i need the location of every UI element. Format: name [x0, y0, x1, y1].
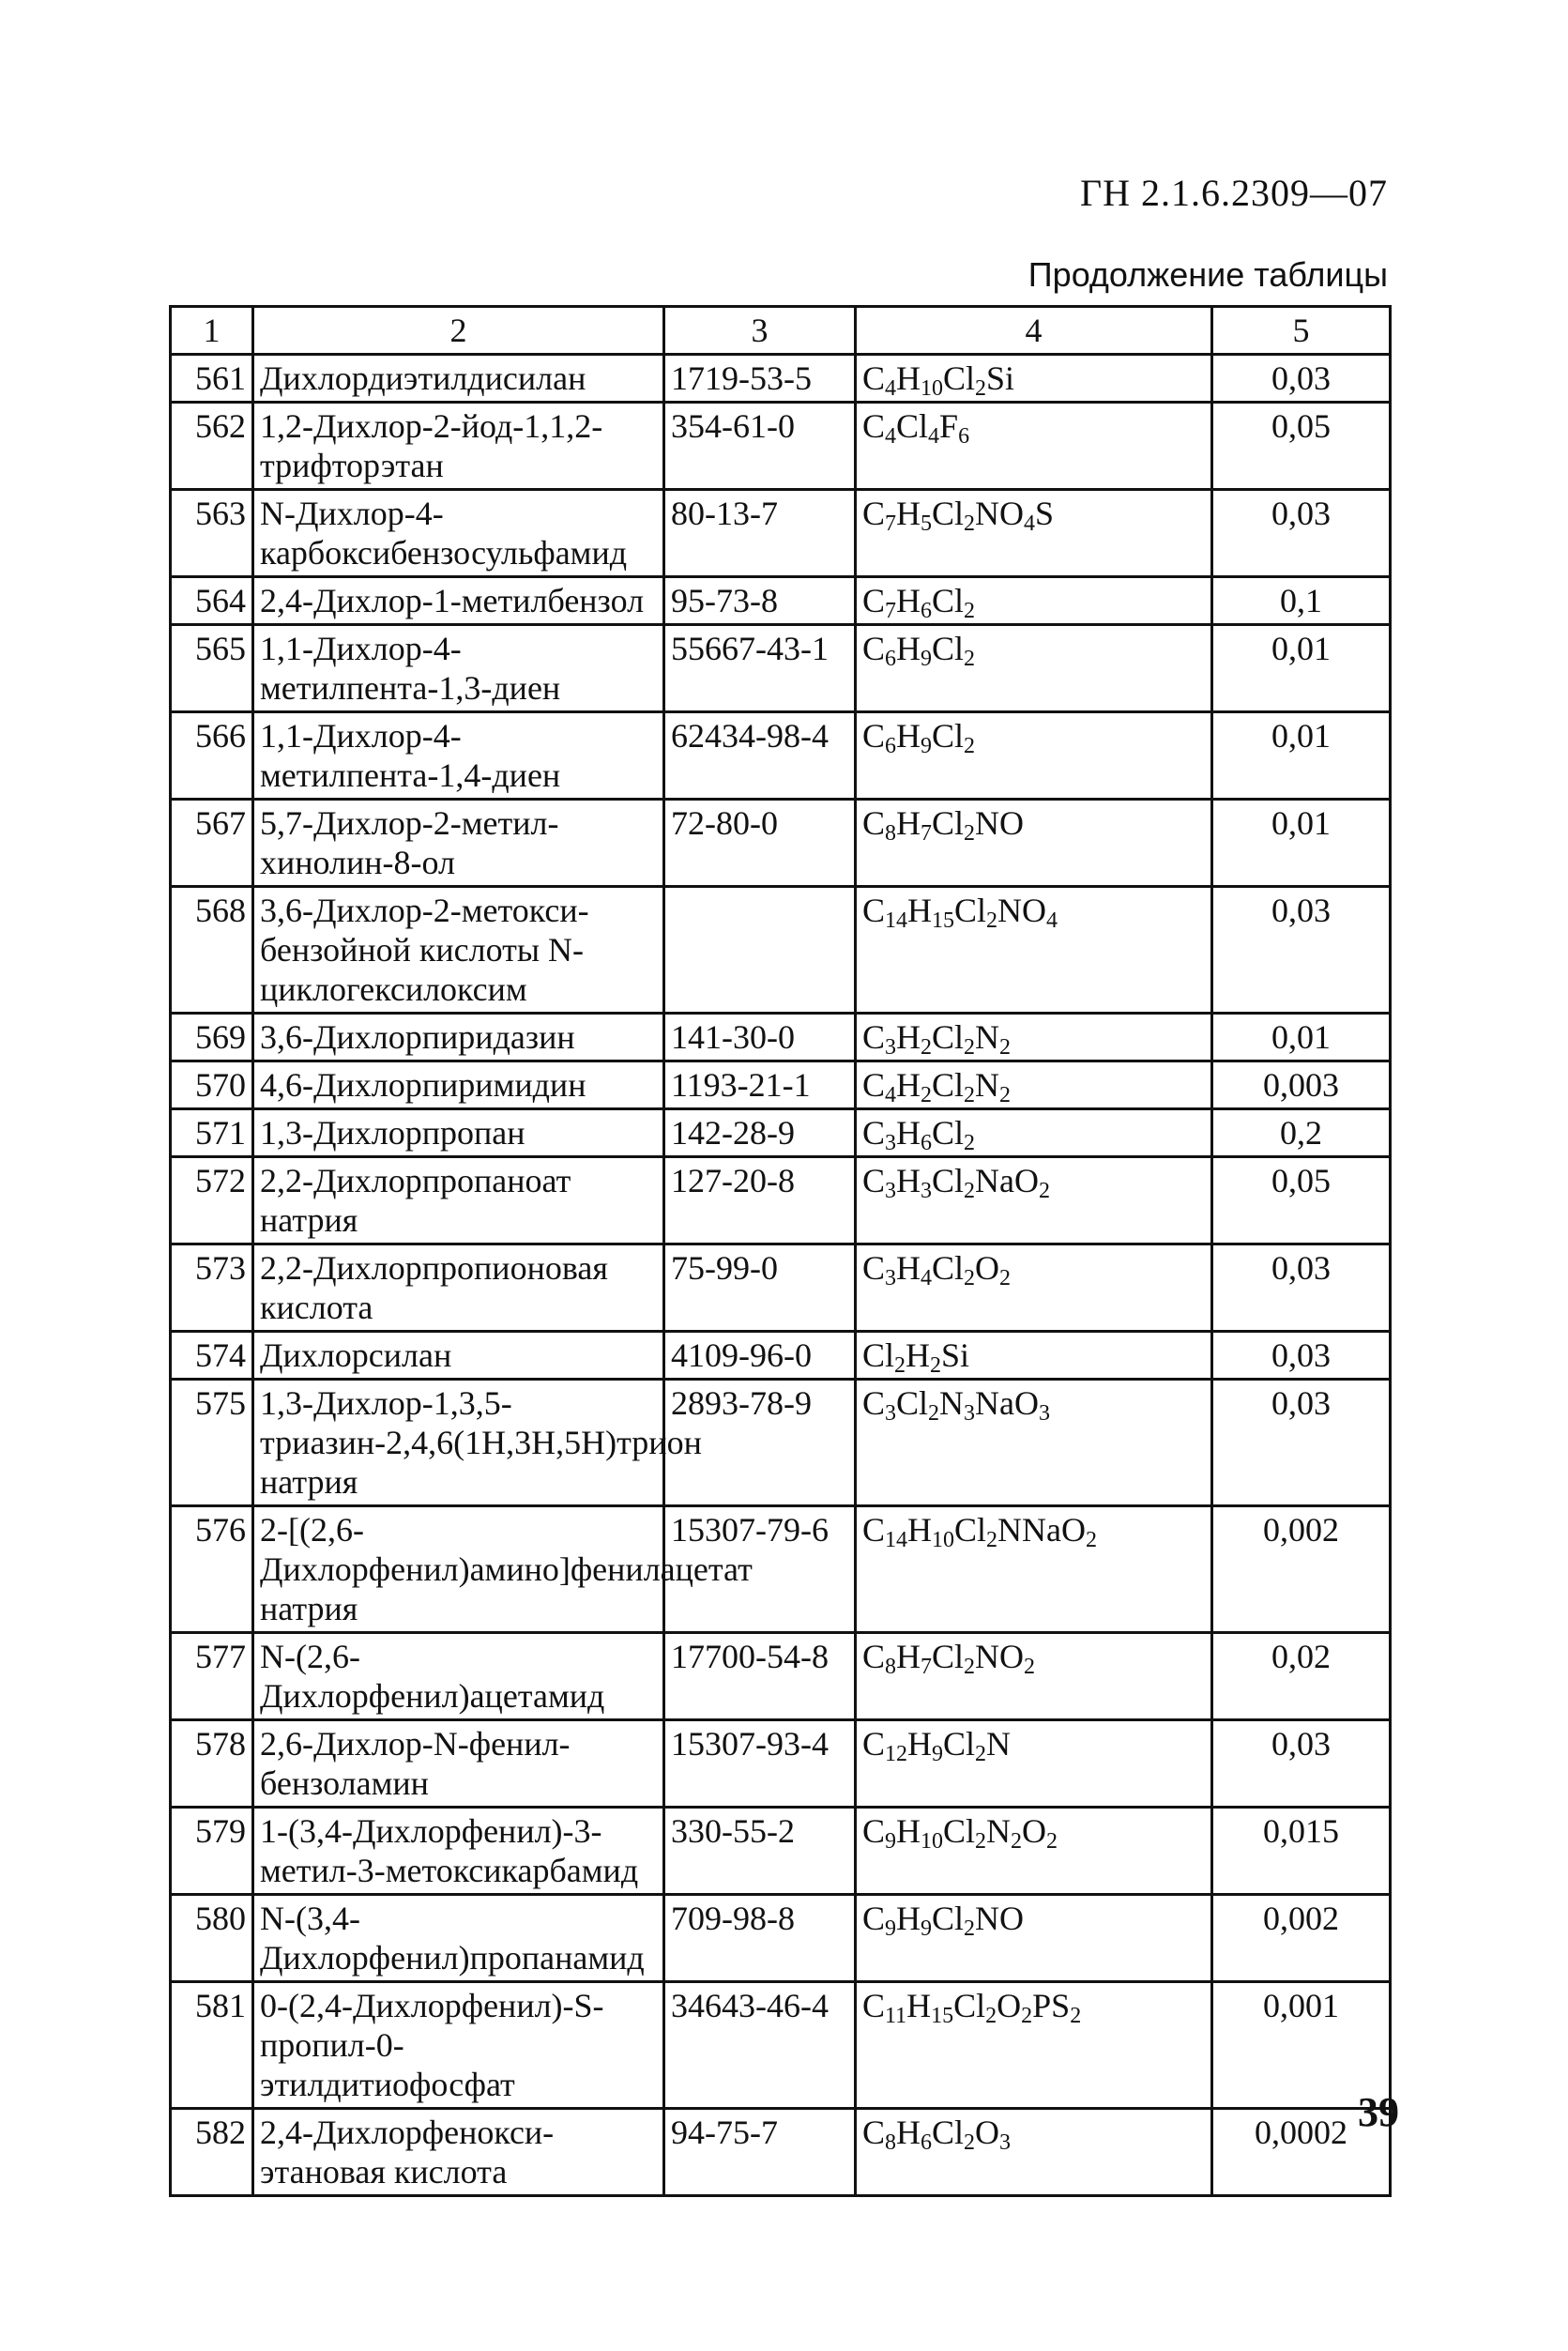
table-row: [171, 1895, 1391, 1982]
row-number: 580: [171, 1895, 253, 1982]
cas-number: 1193-21-1: [664, 1061, 856, 1109]
limit-value: 0,03: [1212, 1720, 1391, 1808]
column-header: 4: [856, 307, 1212, 355]
cas-number: 94-75-7: [664, 2109, 856, 2196]
table-row: [171, 1014, 1391, 1061]
limit-value: 0,002: [1212, 1506, 1391, 1633]
row-number: 581: [171, 1982, 253, 2109]
cas-number: [664, 887, 856, 1014]
row-number: 564: [171, 577, 253, 625]
row-number: 568: [171, 887, 253, 1014]
cas-number: 15307-93-4: [664, 1720, 856, 1808]
limit-value: 0,01: [1212, 800, 1391, 887]
row-number: 573: [171, 1244, 253, 1332]
row-number: 574: [171, 1332, 253, 1380]
row-number: 562: [171, 403, 253, 490]
table-row: [171, 712, 1391, 800]
substance-name: N-(2,6-Дихлорфенил)ацетамид: [253, 1633, 664, 1720]
limit-value: 0,03: [1212, 355, 1391, 403]
row-number: 563: [171, 490, 253, 577]
substance-name: 4,6-Дихлорпиримидин: [253, 1061, 664, 1109]
cas-number: 95-73-8: [664, 577, 856, 625]
cas-number: 55667-43-1: [664, 625, 856, 712]
substance-name: Дихлорсилан: [253, 1332, 664, 1380]
chemical-formula: $C_3H_2Cl_2N_2$: [856, 1014, 1212, 1061]
table-body: [171, 307, 1391, 2196]
table-header-row: [171, 307, 1391, 355]
cas-number: 72-80-0: [664, 800, 856, 887]
substance-name: 3,6-Дихлорпиридазин: [253, 1014, 664, 1061]
row-number: 578: [171, 1720, 253, 1808]
chemical-formula: $C_{14}H_{15}Cl_2NO_4$: [856, 887, 1212, 1014]
substance-name: 0-(2,4-Дихлорфенил)-S-пропил-0-этилдитиофосфат: [253, 1982, 664, 2109]
table-row: [171, 1332, 1391, 1380]
limit-value: 0,03: [1212, 1244, 1391, 1332]
row-number: 572: [171, 1157, 253, 1244]
cas-number: 34643-46-4: [664, 1982, 856, 2109]
limit-value: 0,01: [1212, 1014, 1391, 1061]
limit-value: 0,03: [1212, 490, 1391, 577]
cas-number: 142-28-9: [664, 1109, 856, 1157]
table-row: [171, 490, 1391, 577]
table-row: [171, 1720, 1391, 1808]
limit-value: 0,01: [1212, 625, 1391, 712]
cas-number: 4109-96-0: [664, 1332, 856, 1380]
chemical-formula: $C_7H_6Cl_2$: [856, 577, 1212, 625]
row-number: 561: [171, 355, 253, 403]
chemical-formula: $C_4H_2Cl_2N_2$: [856, 1061, 1212, 1109]
substance-name: 1,3-Дихлорпропан: [253, 1109, 664, 1157]
chemical-formula: $Cl_2H_2Si$: [856, 1332, 1212, 1380]
limit-value: 0,003: [1212, 1061, 1391, 1109]
substance-name: 2,4-Дихлорфенокси-этановая кислота: [253, 2109, 664, 2196]
substance-name: 1,3-Дихлор-1,3,5-триазин-2,4,6(1Н,3Н,5Н)трион натрия: [253, 1380, 664, 1506]
limit-value: 0,001: [1212, 1982, 1391, 2109]
limit-value: 0,03: [1212, 887, 1391, 1014]
chemical-formula: $C_6H_9Cl_2$: [856, 712, 1212, 800]
cas-number: 15307-79-6: [664, 1506, 856, 1633]
substance-name: 1,2-Дихлор-2-йод-1,1,2-трифторэтан: [253, 403, 664, 490]
table-row: [171, 1982, 1391, 2109]
limit-value: 0,02: [1212, 1633, 1391, 1720]
chemical-formula: $C_4Cl_4F_6$: [856, 403, 1212, 490]
limit-value: 0,01: [1212, 712, 1391, 800]
cas-number: 75-99-0: [664, 1244, 856, 1332]
table-row: [171, 887, 1391, 1014]
substance-name: 1,1-Дихлор-4-метилпента-1,3-диен: [253, 625, 664, 712]
substances-table: [169, 305, 1392, 2197]
chemical-formula: $C_8H_7Cl_2NO_2$: [856, 1633, 1212, 1720]
substance-name: 2,2-Дихлорпропаноат натрия: [253, 1157, 664, 1244]
limit-value: 0,05: [1212, 1157, 1391, 1244]
row-number: 576: [171, 1506, 253, 1633]
table-row: [171, 1157, 1391, 1244]
limit-value: 0,05: [1212, 403, 1391, 490]
cas-number: 2893-78-9: [664, 1380, 856, 1506]
substance-name: Дихлордиэтилдисилан: [253, 355, 664, 403]
table-row: [171, 1808, 1391, 1895]
table-row: [171, 1244, 1391, 1332]
column-header: 3: [664, 307, 856, 355]
page-number: 39: [1358, 2089, 1399, 2135]
table-continuation-label: Продолжение таблицы: [1028, 255, 1388, 294]
cas-number: 1719-53-5: [664, 355, 856, 403]
substance-name: 5,7-Дихлор-2-метил-хинолин-8-ол: [253, 800, 664, 887]
cas-number: 127-20-8: [664, 1157, 856, 1244]
cas-number: 354-61-0: [664, 403, 856, 490]
limit-value: 0,2: [1212, 1109, 1391, 1157]
cas-number: 330-55-2: [664, 1808, 856, 1895]
substance-name: 3,6-Дихлор-2-метокси-бензойной кислоты N-циклогексилоксим: [253, 887, 664, 1014]
table-row: [171, 1109, 1391, 1157]
substance-name: 1,1-Дихлор-4-метилпента-1,4-диен: [253, 712, 664, 800]
cas-number: 141-30-0: [664, 1014, 856, 1061]
chemical-formula: $C_3H_3Cl_2NaO_2$: [856, 1157, 1212, 1244]
substance-name: N-(3,4-Дихлорфенил)пропанамид: [253, 1895, 664, 1982]
limit-value: 0,1: [1212, 577, 1391, 625]
cas-number: 80-13-7: [664, 490, 856, 577]
column-header: 5: [1212, 307, 1391, 355]
row-number: 567: [171, 800, 253, 887]
chemical-formula: $C_{11}H_{15}Cl_2O_2PS_2$: [856, 1982, 1212, 2109]
chemical-formula: $C_8H_7Cl_2NO$: [856, 800, 1212, 887]
row-number: 575: [171, 1380, 253, 1506]
document-code: ГН 2.1.6.2309—07: [1079, 172, 1388, 214]
substance-name: 2,6-Дихлор-N-фенил-бензоламин: [253, 1720, 664, 1808]
cas-number: 62434-98-4: [664, 712, 856, 800]
limit-value: 0,002: [1212, 1895, 1391, 1982]
substance-name: 1-(3,4-Дихлорфенил)-3-метил-3-метоксикарбамид: [253, 1808, 664, 1895]
chemical-formula: $C_3H_6Cl_2$: [856, 1109, 1212, 1157]
table-row: [171, 403, 1391, 490]
chemical-formula: $C_9H_9Cl_2NO$: [856, 1895, 1212, 1982]
row-number: 570: [171, 1061, 253, 1109]
substance-name: 2-[(2,6-Дихлорфенил)амино]фенилацетат натрия: [253, 1506, 664, 1633]
chemical-formula: $C_9H_{10}Cl_2N_2O_2$: [856, 1808, 1212, 1895]
cas-number: 17700-54-8: [664, 1633, 856, 1720]
row-number: 582: [171, 2109, 253, 2196]
table-row: [171, 1061, 1391, 1109]
limit-value: 0,0002: [1212, 2109, 1391, 2196]
table-row: [171, 800, 1391, 887]
limit-value: 0,03: [1212, 1380, 1391, 1506]
limit-value: 0,03: [1212, 1332, 1391, 1380]
table-row: [171, 625, 1391, 712]
row-number: 571: [171, 1109, 253, 1157]
row-number: 565: [171, 625, 253, 712]
chemical-formula: $C_6H_9Cl_2$: [856, 625, 1212, 712]
table-row: [171, 1380, 1391, 1506]
column-header: 2: [253, 307, 664, 355]
table-row: [171, 355, 1391, 403]
row-number: 577: [171, 1633, 253, 1720]
chemical-formula: $C_7H_5Cl_2NO_4S$: [856, 490, 1212, 577]
row-number: 579: [171, 1808, 253, 1895]
chemical-formula: $C_8H_6Cl_2O_3$: [856, 2109, 1212, 2196]
substance-name: N-Дихлор-4-карбоксибензосульфамид: [253, 490, 664, 577]
row-number: 566: [171, 712, 253, 800]
chemical-formula: $C_{12}H_9Cl_2N$: [856, 1720, 1212, 1808]
table-row: [171, 577, 1391, 625]
table-row: [171, 1633, 1391, 1720]
table-row: [171, 1506, 1391, 1633]
row-number: 569: [171, 1014, 253, 1061]
chemical-formula: $C_4H_{10}Cl_2Si$: [856, 355, 1212, 403]
chemical-formula: $C_3Cl_2N_3NaO_3$: [856, 1380, 1212, 1506]
cas-number: 709-98-8: [664, 1895, 856, 1982]
substance-name: 2,2-Дихлорпропионовая кислота: [253, 1244, 664, 1332]
column-header: 1: [171, 307, 253, 355]
chemical-formula: $C_3H_4Cl_2O_2$: [856, 1244, 1212, 1332]
table-row: [171, 2109, 1391, 2196]
chemical-formula: $C_{14}H_{10}Cl_2NNaO_2$: [856, 1506, 1212, 1633]
substance-name: 2,4-Дихлор-1-метилбензол: [253, 577, 664, 625]
limit-value: 0,015: [1212, 1808, 1391, 1895]
